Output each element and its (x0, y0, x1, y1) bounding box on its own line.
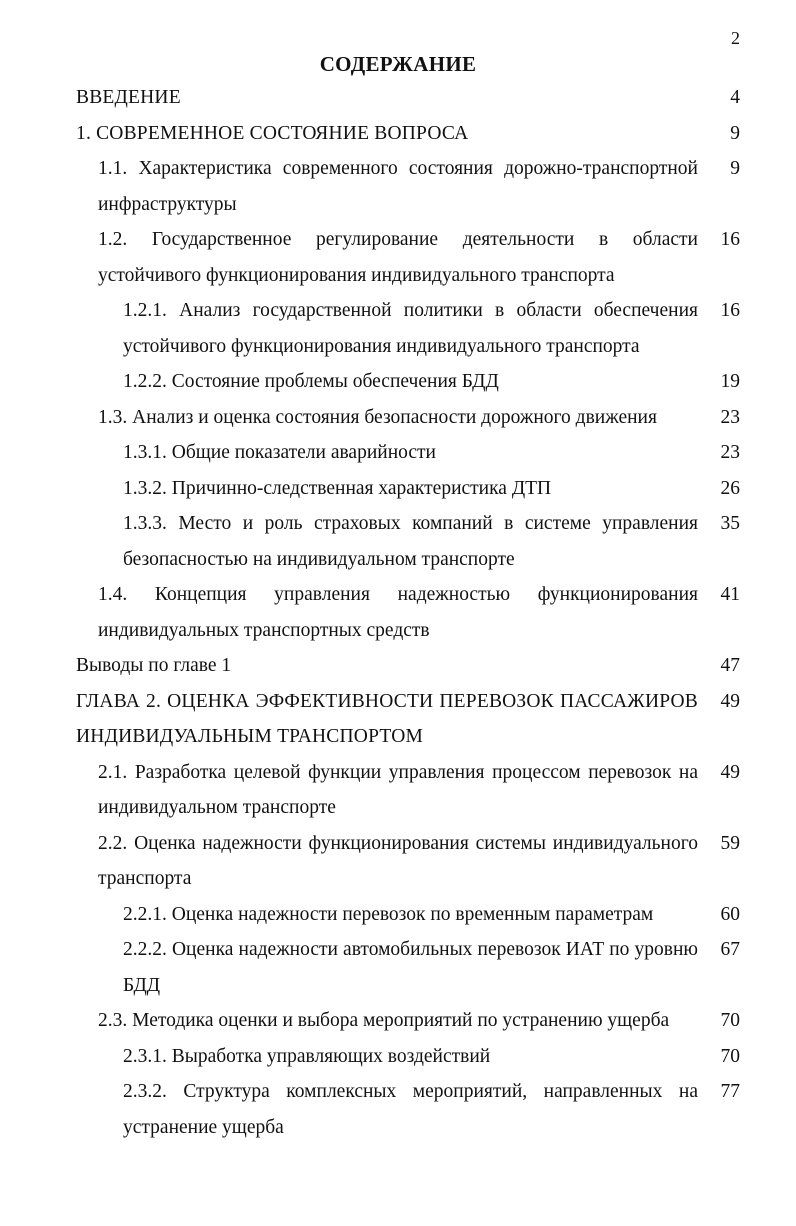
toc-entry-text: 2.2. Оценка надежности функционирования системы индивидуального транспорта (98, 832, 698, 889)
toc-entry-page: 59 (720, 832, 740, 854)
toc-entry-text: Выводы по главе 1 (76, 655, 232, 676)
toc-entry-text: 1.3. Анализ и оценка состояния безопасности дорожного движения (98, 406, 657, 428)
toc-entry-section-2-3 (0, 1003, 796, 1039)
toc-entry-section-1-1 (0, 151, 796, 222)
toc-entry-page: 9 (730, 122, 740, 144)
toc-entry-section-1-2-1 (0, 293, 796, 364)
toc-entry-text: 1.4. Концепция управления надежностью функционирования индивидуальных транспортных средств (98, 584, 698, 641)
toc-entry-text: 2.3.1. Выработка управляющих воздействий (123, 1045, 491, 1067)
toc-entry-text: 2.1. Разработка целевой функции управления процессом перевозок на индивидуальном транспорте (98, 761, 698, 818)
toc-entry-text: 1.2. Государственное регулирование деятельности в области устойчивого функционирования индивидуального транспорта (98, 229, 698, 286)
toc-entry-section-1-3 (0, 400, 796, 436)
toc-entry-chapter-2 (0, 684, 796, 755)
toc-entry-page: 49 (720, 761, 740, 783)
toc-entry-text: 1. СОВРЕМЕННОЕ СОСТОЯНИЕ ВОПРОСА (76, 122, 469, 144)
toc-entry-page: 19 (720, 371, 740, 392)
toc-entry-page: 9 (730, 158, 740, 179)
toc-entry-chapter-1-conclusions (0, 648, 796, 684)
toc-entry-page: 70 (720, 1045, 740, 1067)
toc-entry-section-1-3-1 (0, 435, 796, 471)
page-number: 2 (731, 28, 740, 48)
toc-entry-text: 1.2.2. Состояние проблемы обеспечения БДД (123, 371, 499, 392)
toc-entry-chapter-1 (0, 116, 796, 152)
toc-entry-section-2-3-1 (0, 1039, 796, 1075)
toc-entry-text: ВВЕДЕНИЕ (76, 87, 181, 108)
table-of-contents (0, 80, 796, 1145)
toc-entry-text: 1.3.1. Общие показатели аварийности (123, 442, 436, 463)
toc-entry-text: 1.2.1. Анализ государственной политики в области обеспечения устойчивого функционирования индивидуального транспорта (123, 300, 698, 357)
toc-entry-page: 41 (720, 584, 740, 605)
toc-entry-text: 1.3.2. Причинно-следственная характеристика ДТП (123, 477, 552, 499)
toc-entry-section-1-3-3 (0, 506, 796, 577)
toc-entry-text: 2.2.2. Оценка надежности автомобильных перевозок ИАТ по уровню БДД (123, 939, 698, 996)
toc-entry-text: 2.3. Методика оценки и выбора мероприятий по устранению ущерба (98, 1010, 670, 1031)
toc-entry-page: 26 (720, 477, 740, 499)
toc-entry-page: 35 (720, 513, 740, 534)
toc-entry-text: 1.3.3. Место и роль страховых компаний в системе управления безопасностью на индивидуальном транспорте (123, 513, 698, 570)
toc-entry-section-2-2-2 (0, 932, 796, 1003)
toc-entry-section-1-2-2 (0, 364, 796, 400)
toc-entry-introduction (0, 80, 796, 116)
toc-entry-section-2-2-1 (0, 897, 796, 933)
toc-entry-section-1-2 (0, 222, 796, 293)
toc-entry-page: 4 (730, 87, 740, 108)
toc-entry-section-2-1 (0, 755, 796, 826)
toc-entry-page: 60 (720, 903, 740, 925)
toc-entry-section-1-3-2 (0, 471, 796, 507)
toc-entry-text: 1.1. Характеристика современного состояния дорожно-транспортной инфраструктуры (98, 158, 698, 215)
toc-entry-section-2-2 (0, 826, 796, 897)
toc-entry-section-1-4 (0, 577, 796, 648)
toc-title: СОДЕРЖАНИЕ (319, 52, 477, 76)
toc-entry-page: 49 (720, 690, 740, 712)
toc-entry-page: 47 (720, 655, 740, 676)
toc-entry-page: 16 (720, 229, 740, 250)
toc-entry-text: ГЛАВА 2. ОЦЕНКА ЭФФЕКТИВНОСТИ ПЕРЕВОЗОК ПАССАЖИРОВ ИНДИВИДУАЛЬНЫМ ТРАНСПОРТОМ (76, 690, 698, 747)
toc-entry-section-2-3-2 (0, 1074, 796, 1145)
toc-entry-text: 2.3.2. Структура комплексных мероприятий, направленных на устранение ущерба (123, 1081, 698, 1138)
toc-entry-page: 67 (720, 939, 740, 960)
toc-entry-page: 16 (720, 300, 740, 321)
toc-entry-text: 2.2.1. Оценка надежности перевозок по временным параметрам (123, 903, 654, 925)
toc-entry-page: 70 (720, 1010, 740, 1031)
toc-entry-page: 23 (720, 442, 740, 463)
toc-entry-page: 23 (720, 406, 740, 428)
toc-entry-page: 77 (720, 1081, 740, 1102)
